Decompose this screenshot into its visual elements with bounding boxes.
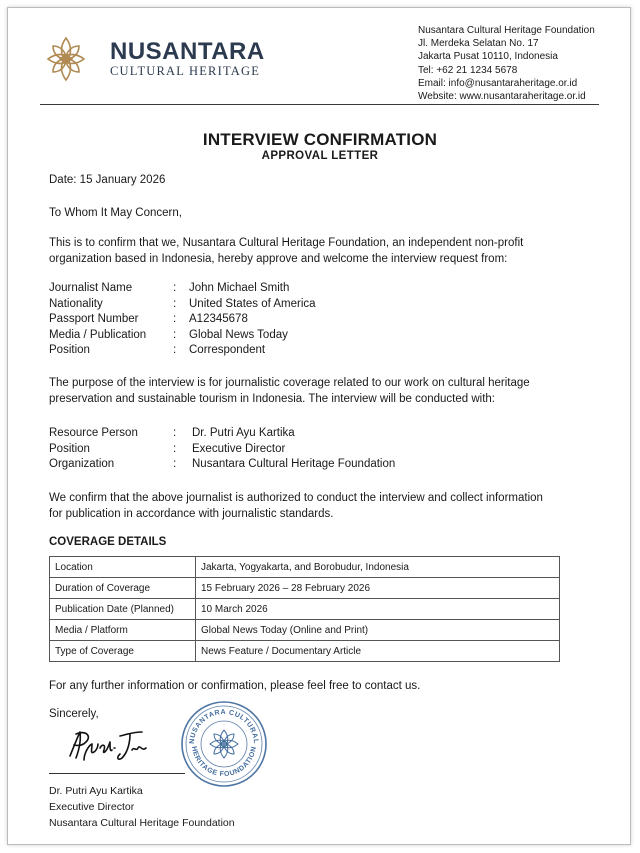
detail-value: Executive Director: [192, 442, 286, 455]
letter-date: Date: 15 January 2026: [49, 174, 166, 186]
table-row: [50, 641, 560, 662]
purpose-paragraph: [49, 375, 530, 407]
contact-org: Nusantara Cultural Heritage Foundation: [418, 25, 595, 36]
coverage-table: [49, 556, 560, 662]
detail-value: Global News Today: [189, 328, 288, 341]
coverage-title: COVERAGE DETAILS: [49, 536, 167, 548]
detail-label: Resource Person: [49, 427, 138, 439]
signature-icon: [62, 726, 154, 764]
table-cell-value: 10 March 2026: [196, 599, 560, 620]
detail-colon: :: [173, 442, 177, 455]
table-row: [50, 599, 560, 620]
signature-line: [49, 773, 185, 774]
signer-title: Executive Director: [49, 801, 135, 813]
table-cell-value: Jakarta, Yogyakarta, and Borobudur, Indonesia: [196, 557, 560, 578]
detail-colon: :: [173, 282, 177, 294]
confirm-line-1: We confirm that the above journalist is authorized to conduct the interview and collect information: [49, 492, 543, 504]
table-cell-label: Publication Date (Planned): [50, 599, 196, 620]
detail-value: Nusantara Cultural Heritage Foundation: [192, 458, 396, 470]
intro-paragraph: [49, 235, 523, 267]
contact-website: Website: www.nusantaraheritage.or.id: [418, 90, 586, 102]
detail-value: A12345678: [189, 313, 248, 325]
table-row: [50, 557, 560, 578]
purpose-line-1: The purpose of the interview is for journalistic coverage related to our work on cultural heritage: [49, 377, 530, 389]
closing-line: For any further information or confirmation, please feel free to contact us.: [49, 680, 421, 692]
detail-label: Position: [49, 442, 90, 455]
table-cell-label: Type of Coverage: [50, 641, 196, 662]
signer-org: Nusantara Cultural Heritage Foundation: [49, 817, 235, 829]
seal-bottom-text: HERITAGE FOUNDATION: [190, 745, 258, 779]
confirm-paragraph: [49, 490, 543, 522]
signer-block: [49, 783, 235, 831]
purpose-line-2: preservation and sustainable tourism in Indonesia. The interview will be conducted with:: [49, 393, 495, 405]
detail-label: Journalist Name: [49, 282, 133, 294]
contact-tel: Tel: +62 21 1234 5678: [418, 64, 518, 76]
contact-address-line1: Jl. Merdeka Selatan No. 17: [418, 38, 539, 50]
table-cell-value: Global News Today (Online and Print): [196, 620, 560, 641]
detail-label: Passport Number: [49, 313, 139, 325]
confirm-line-2: for publication in accordance with journalistic standards.: [49, 508, 334, 520]
detail-colon: :: [173, 458, 177, 470]
table-cell-label: Media / Platform: [50, 620, 196, 641]
sincerely: Sincerely,: [49, 708, 99, 720]
brand-subtitle: CULTURAL HERITAGE: [110, 64, 261, 78]
detail-label: Nationality: [49, 297, 103, 310]
detail-colon: :: [173, 313, 177, 325]
brand-name: NUSANTARA: [110, 38, 265, 65]
contact-email: Email: info@nusantaraheritage.or.id: [418, 77, 578, 89]
svg-text:NUSANTARA CULTURAL: [189, 709, 259, 744]
lotus-mandala-icon: [44, 32, 88, 86]
salutation: To Whom It May Concern,: [49, 207, 182, 219]
contact-address-line2: Jakarta Pusat 10110, Indonesia: [418, 51, 558, 63]
letter-title: INTERVIEW CONFIRMATION: [202, 130, 438, 149]
table-row: [50, 578, 560, 599]
foundation-seal-icon: [180, 700, 268, 788]
header-divider: [40, 104, 599, 105]
detail-label: Media / Publication: [49, 328, 147, 341]
table-cell-label: Duration of Coverage: [50, 578, 196, 599]
table-cell-value: News Feature / Documentary Article: [196, 641, 560, 662]
intro-line-1: This is to confirm that we, Nusantara Cultural Heritage Foundation, an independent non-profit: [49, 237, 524, 249]
contact-block: [418, 24, 595, 103]
detail-label: Position: [49, 344, 90, 356]
letter-subtitle: APPROVAL LETTER: [261, 150, 379, 162]
detail-value: John Michael Smith: [189, 282, 290, 294]
detail-colon: :: [173, 297, 177, 310]
detail-colon: :: [173, 427, 177, 439]
signer-name: Dr. Putri Ayu Kartika: [49, 785, 143, 797]
seal-top-text: NUSANTARA CULTURAL: [188, 708, 260, 745]
detail-colon: :: [173, 328, 177, 341]
table-cell-label: Location: [50, 557, 196, 578]
detail-label: Organization: [49, 458, 115, 470]
table-row: [50, 620, 560, 641]
detail-colon: :: [173, 344, 177, 356]
detail-value: Dr. Putri Ayu Kartika: [192, 427, 295, 439]
detail-value: Correspondent: [189, 344, 266, 356]
intro-line-2: organization based in Indonesia, hereby approve and welcome the interview request from:: [49, 253, 508, 265]
table-cell-value: 15 February 2026 – 28 February 2026: [196, 578, 560, 599]
detail-value: United States of America: [189, 297, 316, 310]
